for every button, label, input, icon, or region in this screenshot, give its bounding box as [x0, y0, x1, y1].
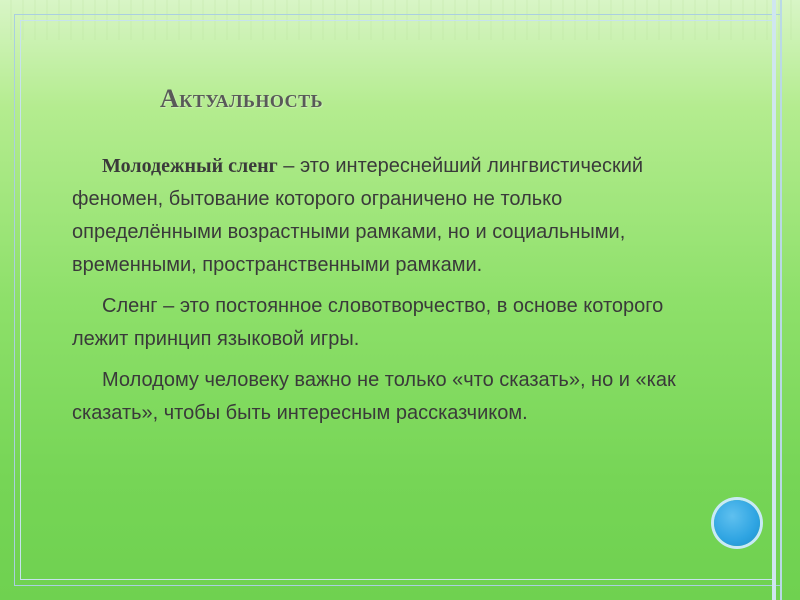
slide-body [72, 150, 712, 438]
paragraph-indent [72, 295, 102, 317]
right-rule-secondary [780, 0, 782, 600]
paragraph-1-text: – это интереснейший лингвистический феномен, бытование которого ограничено не только определёнными возрастными рамками, но и социальными, временными, пространственными рамками. [72, 155, 644, 276]
paragraph-1 [72, 150, 712, 282]
paragraph-indent [72, 155, 102, 177]
decorative-circle-icon [714, 500, 760, 546]
slide-title: Актуальность [160, 84, 324, 113]
right-rule [772, 0, 776, 600]
paragraph-2-text: Сленг – это постоянное словотворчество, в основе которого лежит принцип языковой игры. [72, 295, 664, 350]
paragraph-3 [72, 364, 712, 430]
paragraph-2 [72, 290, 712, 356]
decorative-stripes [0, 0, 800, 40]
paragraph-indent [72, 369, 102, 391]
term-highlight: Молодежный сленг [102, 155, 278, 177]
paragraph-3-text: Молодому человеку важно не только «что сказать», но и «как сказать», чтобы быть интересным рассказчиком. [72, 369, 676, 424]
